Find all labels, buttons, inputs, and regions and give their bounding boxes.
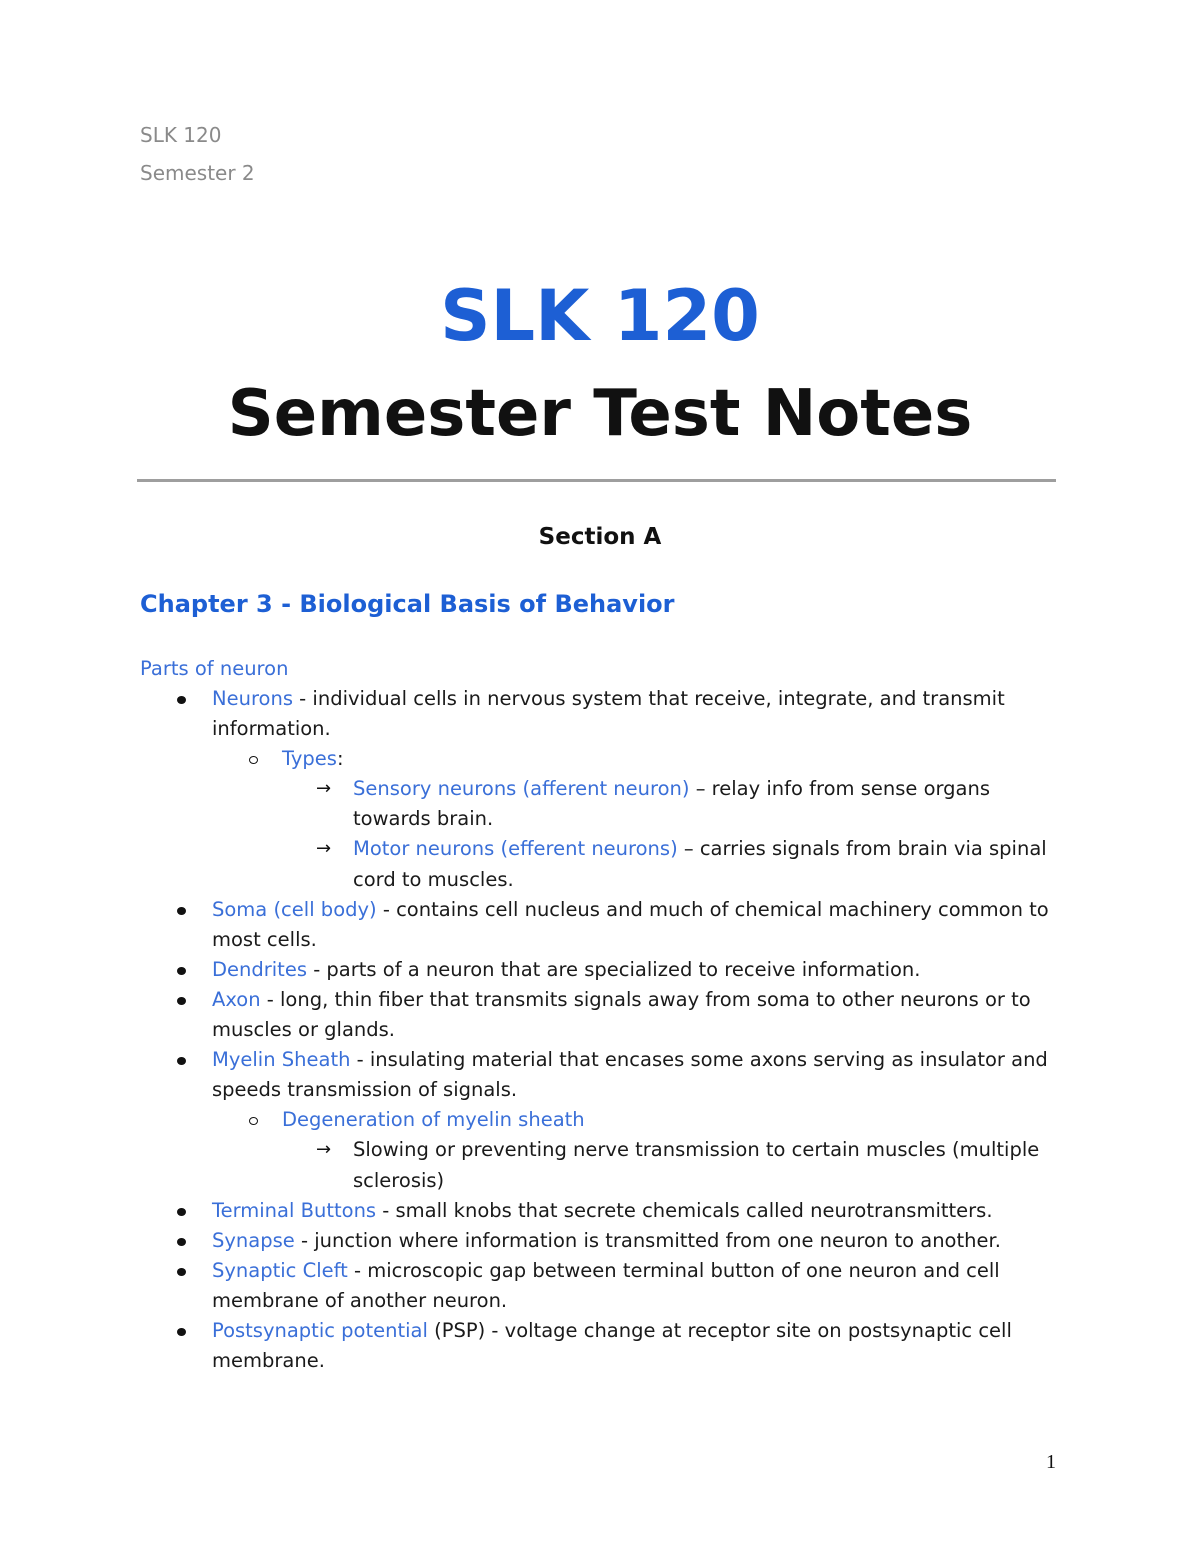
term: Synaptic Cleft [212,1258,348,1282]
list-item [212,1256,1072,1316]
title-block [0,272,1200,456]
term: Myelin Sheath [212,1048,351,1072]
term: Postsynaptic potential [212,1318,428,1342]
definition: - junction where information is transmitted from one neuron to another. [294,1228,1001,1252]
term: Sensory neurons (afferent neuron) [353,777,690,801]
definition: - individual cells in nervous system that receive, integrate, and transmit information. [212,687,1005,741]
definition: - parts of a neuron that are specialized to receive information. [307,957,921,981]
definition: Slowing or preventing nerve transmission to certain muscles (multiple sclerosis) [353,1138,1040,1192]
list-item [316,774,1053,834]
list-item [282,1105,1062,1135]
bullet-icon [177,907,186,915]
bullet-icon [177,1238,186,1246]
term: Soma (cell body) [212,897,377,921]
list-item [212,1196,1072,1226]
chapter-title: Chapter 3 - Biological Basis of Behavior [140,590,675,618]
definition: - insulating material that encases some axons serving as insulator and speeds transmission of signals. [212,1048,1048,1102]
bullet-icon [177,997,186,1005]
list-item [316,1135,1053,1195]
term: Neurons [212,687,293,710]
term: Dendrites [212,957,307,981]
list-item [282,744,1062,774]
hollow-bullet-icon [249,1117,258,1125]
bullet-icon [177,1208,186,1216]
list-item [212,1316,1072,1376]
bullet-icon [177,696,186,704]
bullet-icon [177,1268,186,1276]
page-header [140,116,255,192]
term: Types [282,747,337,771]
definition: : [336,747,344,771]
term: Degeneration of myelin sheath [282,1108,585,1132]
arrow-right-icon: → [316,1139,332,1161]
definition: - contains cell nucleus and much of chemical machinery common to most cells. [212,897,1049,951]
definition: – carries signals from brain via spinal cord to muscles. [353,837,1047,891]
list-item [212,985,1072,1045]
definition: - long, thin fiber that transmits signals away from soma to other neurons or to muscles or glands. [212,987,1031,1042]
document-title: Semester Test Notes [227,377,973,451]
notes-list [0,684,1200,1376]
list-item [212,684,1072,744]
definition: (PSP) - voltage change at receptor site on postsynaptic cell membrane. [212,1318,1012,1373]
list-item [212,1045,1072,1105]
page-number: 1 [1046,1451,1056,1473]
course-title: SLK 120 [440,275,760,357]
subheading-parts-of-neuron: Parts of neuron [140,657,289,680]
list-item [212,895,1072,955]
bullet-icon [177,967,186,975]
header-course-code: SLK 120 [140,123,222,147]
section-title: Section A [538,524,662,550]
list-item [212,955,1072,985]
hollow-bullet-icon [249,756,258,764]
bullet-icon [177,1328,186,1336]
term: Terminal Buttons [212,1198,377,1222]
definition: - small knobs that secrete chemicals called neurotransmitters. [376,1198,993,1222]
arrow-right-icon: → [316,838,332,860]
term: Axon [212,987,261,1011]
arrow-right-icon: → [316,778,332,800]
horizontal-divider [137,479,1056,482]
definition: - microscopic gap between terminal button of one neuron and cell membrane of another neuron. [212,1258,1000,1312]
term: Motor neurons (efferent neurons) [353,837,678,861]
term: Synapse [212,1228,295,1252]
list-item [316,834,1053,894]
bullet-icon [177,1057,186,1065]
definition: – relay info from sense organs towards brain. [353,777,991,831]
list-item [212,1226,1072,1256]
header-semester: Semester 2 [140,161,255,185]
